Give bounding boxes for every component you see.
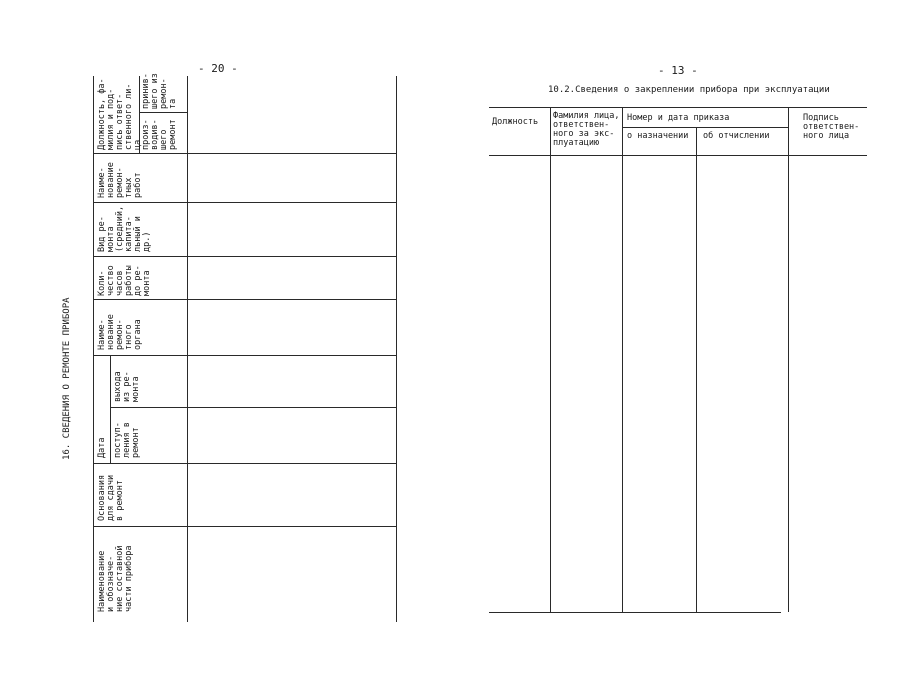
col-divider [93, 463, 396, 464]
col-date-out-header: выхода из ре- монта [113, 371, 141, 402]
col-divider [93, 256, 396, 257]
col-divider [93, 526, 396, 527]
col-resp-header: Должность, фа- милия и под- пись ответ- ственного ли- ца [97, 78, 143, 150]
order-dismiss-header: об отчислении [703, 131, 770, 141]
col-divider [93, 202, 396, 203]
col-divider [93, 153, 396, 154]
col-line [622, 107, 623, 612]
col-line [788, 107, 789, 612]
col-divider [93, 299, 396, 300]
left-page-title: 16. СВЕДЕНИЯ О РЕМОНТЕ ПРИБОРА [62, 297, 72, 460]
person-header: Фамилия лица, ответствен- ного за экс- плуатацию [553, 111, 620, 148]
col-divider [110, 407, 396, 408]
col-resp-accepted-header: принив- шего из ремон- та [141, 73, 178, 109]
col-kind-header: Вид ре- монта (средний, капита- льный и др.) [97, 205, 152, 252]
header-body-divider [187, 76, 188, 622]
order-sub-line [622, 127, 788, 128]
col-name-header: Наименование и обозначе- ние составной части прибора [97, 545, 134, 612]
table-bottom-line [489, 612, 781, 613]
col-date-in-header: поступ- ления в ремонт [113, 422, 141, 458]
col-line [550, 107, 551, 612]
col-line [696, 127, 697, 612]
right-page-title: 10.2.Сведения о закреплении прибора при эксплуатации [548, 85, 830, 95]
header-bottom-line [489, 155, 867, 156]
col-basis-header: Основания для сдачи в ремонт [97, 474, 125, 521]
table-right-edge [396, 76, 397, 622]
resp-sub-divider-h [139, 112, 187, 113]
left-page-number: - 20 - [198, 62, 238, 75]
right-page-number: - 13 - [658, 64, 698, 77]
table-top-line [489, 107, 867, 108]
date-sub-divider [110, 355, 111, 463]
col-works-header: Наиме- нование ремон- тных работ [97, 162, 143, 198]
signature-header: Подпись ответствен- ного лица [803, 113, 860, 141]
col-divider [93, 355, 396, 356]
col-hours-header: Коли- чество часов работы до ре- монта [97, 265, 152, 296]
col-org-header: Наиме- нование ремон- тного органа [97, 314, 143, 350]
table-left-edge [93, 76, 94, 622]
order-header: Номер и дата приказа [627, 113, 730, 123]
order-appoint-header: о назначении [627, 131, 689, 141]
position-header: Должность [492, 117, 539, 127]
col-resp-made-header: произ- водив- шего ремонт [141, 119, 178, 150]
col-date-header: Дата [97, 437, 107, 458]
